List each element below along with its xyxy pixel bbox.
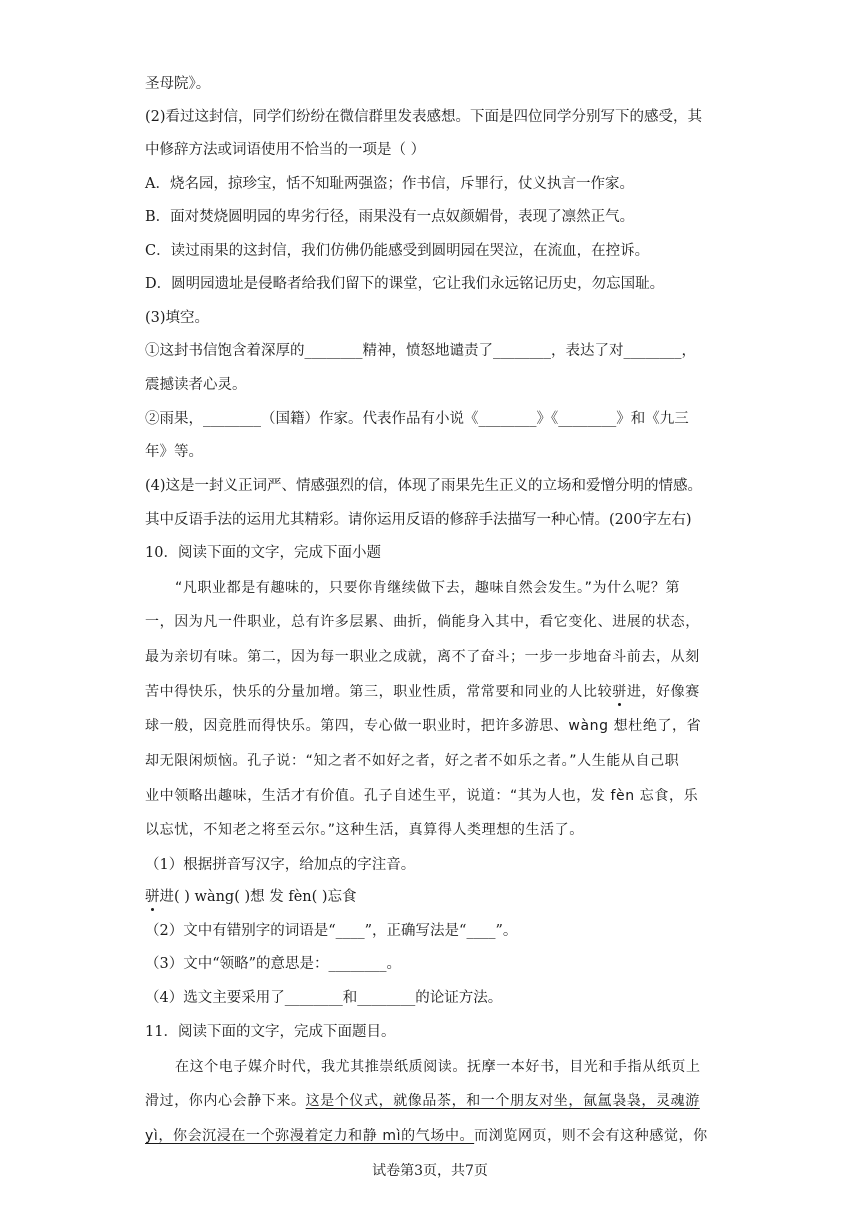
option-b: B．面对焚烧圆明园的卑劣行径，雨果没有一点奴颜媚骨，表现了凛然正气。 [145, 209, 635, 225]
dotted-char: 骈 [612, 684, 627, 700]
question-11-title: 11．阅读下面的文字，完成下面题目。 [145, 1024, 396, 1040]
fill-blank-2: ②雨果，________（国籍）作家。代表作品有小说《________》《________》和《九三 [145, 411, 689, 427]
question-10-4: （4）选文主要采用了________和________的论证方法。 [145, 990, 503, 1006]
passage-line: 却无限闲烦恼。孔子说：“知之者不如好之者，好之者不如乐之者。”人生能从自己职 [145, 753, 680, 769]
question-10-3: （3）文中“领略”的意思是：________。 [145, 956, 402, 972]
passage-text: 滑过，你内心会静下来。 [145, 1093, 306, 1109]
passage-text: 进，好像赛 [626, 684, 700, 700]
underlined-sentence: 这是个仪式，就像品茶，和一个朋友对坐，氤氲袅袅，灵魂游 [305, 1093, 700, 1109]
option-a: A．烧名园，掠珍宝，恬不知耻两强盗；作书信，斥罪行，仗义执言一作家。 [145, 176, 634, 192]
option-c: C．读过雨果的这封信，我们仿佛仍能感受到圆明园在哭泣，在流血，在控诉。 [145, 243, 650, 259]
answer-slots: 进( ) wàng( )想 发 fèn( )忘食 [159, 889, 357, 905]
pinyin-wang: wàng [568, 718, 609, 734]
question-9-2-stem: (2)看过这封信，同学们纷纷在微信群里发表感想。下面是四位同学分别写下的感受，其 [145, 109, 703, 125]
page-footer: 试卷第3页，共7页 [372, 1163, 488, 1179]
passage-line [145, 716, 720, 736]
fill-blank-1: ①这封书信饱含着深厚的________精神，愤怒地谴责了________，表达了对________， [145, 343, 696, 359]
option-d: D．圆明园遗址是侵略者给我们留下的课堂，它让我们永远铭记历史，勿忘国耻。 [145, 276, 665, 292]
fill-blank-1-cont: 震撼读者心灵。 [145, 377, 247, 393]
question-9-3-stem: (3)填空。 [145, 310, 210, 326]
passage-text: 想杜绝了，省 [608, 718, 702, 734]
passage-text: 忘食，乐 [634, 788, 699, 804]
text-line: 圣母院》。 [145, 76, 211, 92]
passage-line [145, 1091, 720, 1111]
question-10-1-items [145, 887, 720, 907]
passage-line [145, 1126, 720, 1146]
underlined-sentence: yì，你会沉浸在一个弥漫着定力和静 mì的气场中。 [145, 1128, 475, 1144]
passage-text: 球一般，因竞胜而得快乐。第四，专心做一职业时，把许多游思、 [145, 718, 569, 734]
question-9-4-stem-cont: 其中反语手法的运用尤其精彩。请你运用反语的修辞手法描写一种心情。(200字左右) [145, 512, 692, 528]
passage-line: “凡职业都是有趣味的，只要你肯继续做下去，趣味自然会发生。”为什么呢？第 [175, 580, 681, 596]
passage-line: 在这个电子媒介时代，我尤其推崇纸质阅读。抚摩一本好书，目光和手指从纸页上 [175, 1059, 701, 1075]
question-9-2-stem-cont: 中修辞方法或词语使用不恰当的一项是（ ） [145, 142, 426, 158]
fill-blank-2-cont: 年》等。 [145, 444, 203, 460]
question-10-title: 10．阅读下面的文字，完成下面小题 [145, 545, 381, 561]
passage-text: 苦中得快乐，快乐的分量加增。第三，职业性质，常常要和同业的人比较 [145, 684, 613, 700]
passage-line: 最为亲切有味。第二，因为每一职业之成就，离不了奋斗；一步一步地奋斗前去，从刻 [145, 649, 700, 665]
question-9-4-stem: (4)这是一封义正词严、情感强烈的信，体现了雨果先生正义的立场和爱憎分明的情感。 [145, 478, 703, 494]
dotted-char: 骈 [145, 889, 160, 905]
passage-text: 而浏览网页，则不会有这种感觉，你 [474, 1128, 708, 1144]
passage-line: 一，因为凡一件职业，总有许多层累、曲折，倘能身入其中，看它变化、进展的状态， [145, 614, 700, 630]
passage-line [145, 786, 720, 806]
passage-line [145, 682, 720, 702]
passage-line: 以忘忧，不知老之将至云尔。”这种生活，真算得人类理想的生活了。 [145, 822, 584, 838]
passage-text: 业中领略出趣味，生活才有价值。孔子自述生平，说道：“其为人也，发 [145, 788, 611, 804]
question-10-2: （2）文中有错别字的词语是“____”，正确写法是“____”。 [145, 923, 518, 939]
pinyin-fen: fèn [610, 788, 635, 804]
question-10-1: （1）根据拼音写汉字，给加点的字注音。 [145, 857, 416, 873]
